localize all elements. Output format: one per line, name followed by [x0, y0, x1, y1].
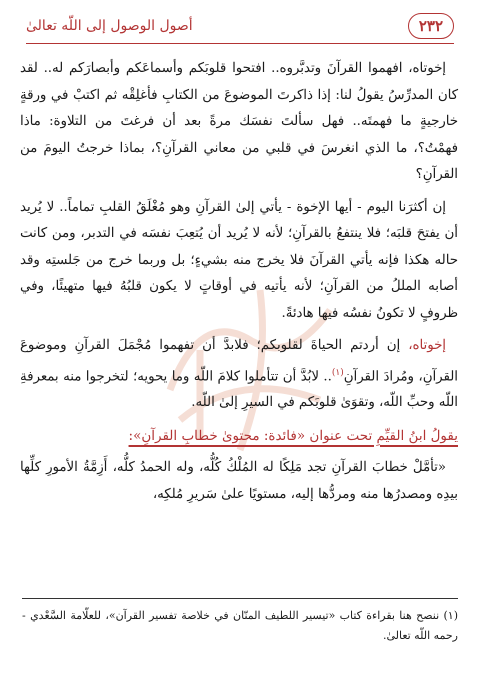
header-rule [26, 43, 454, 44]
footnote-reference: (١) [331, 367, 344, 378]
footnote: (١) ننصح هنا بقراءة كتاب «تيسير اللطيف المنّان في خلاصة تفسير القرآن»، للعلّامة السَّعْدي - رحمه اللّه تعالىٰ. [22, 609, 458, 642]
page-header [26, 10, 454, 44]
page-number: ٢٣٢ [408, 13, 454, 39]
main-text [20, 56, 458, 514]
paragraph-1: إخوتاه، افهموا القرآنَ وتدبَّروه.. افتحوا قلوبَكم وأسماعَكم وأبصارَكم له.. لقد كان المدرِّسُ يقولُ لنا: إذا ذاكرتَ الموضوعَ من الكتابِ فأغلِقْه ثم اكتبْ في ورقةٍ خارجيةٍ ما فهمتَه.. فهل سألتَ نفسَك مرةً بعد أن فرغتَ من التلاوة: ماذا فهمْتُ؟، ما الذي انغرسَ في قلبي من معاني القرآنِ؟، بماذا خرجتُ اليومَ من القرآنِ؟ [20, 61, 458, 182]
paragraph-3-text-b: .. لابُدَّ أن تتأملوا كلامَ اللّه وما يحويه؛ لتخرجوا منه بمعرفةِ اللّه وحبِّ اللّه، وتقوَىٰ قلوبَكم في السيرِ إلىٰ اللّه. [20, 368, 458, 411]
quote-paragraph: «تأمَّلْ خطابَ القرآنِ تجد مَلِكًا له المُلْكُ كُلُّه، وله الحمدُ كلُّه، أَزِمَّةُ الأمورِ كلِّها بيدِه ومصدرُها منه ومردُّها إليه، مستويًا علىٰ سَريرِ مُلكِه، [20, 460, 458, 502]
paragraph-3-lead: إخوتاه، [408, 338, 446, 353]
section-heading [20, 423, 458, 450]
section-heading-text: يقولُ ابنُ القيِّمِ تحت عنوان «فائدة: محتوىٰ خطابِ القرآنِ»: [128, 427, 458, 444]
footnote-rule [22, 598, 458, 599]
running-title: أصول الوصول إلى اللّه تعالىٰ [26, 18, 193, 34]
paragraph-2: إن أكثرَنا اليوم - أيها الإخوة - يأتي إلىٰ القرآنِ وهو مُغْلَقُ القلبِ تماماً.. لا يُريد أن يفتحَ قلبَه؛ فلا ينتفعُ بالقرآنِ؛ لأنه لا يُريد أن يُتعِبَ نفسَه في التدبر، ومن كانت حاله هكذا فإنه يأتي القرآنَ فلا يخرج منه بشيءٍ؛ بل وربما خرج من جَلستِه وقد أصابه المللُ من القرآنِ؛ لأنه يأتيه في أوقاتٍ لا يكون قلبُهُ فيها متهيئًا، وفي ظروفٍ لا تكونُ نفسُه فيها هادئةً. [20, 199, 458, 321]
paragraph-3-text-a: إن أردتم الحياةَ لقلوبكم؛ فلابدَّ أن تفهموا مُجْمَلَ القرآنِ وموضوعَ القرآنِ، ومُرادَ القرآنِ [20, 338, 458, 384]
paragraph-3 [20, 333, 458, 417]
